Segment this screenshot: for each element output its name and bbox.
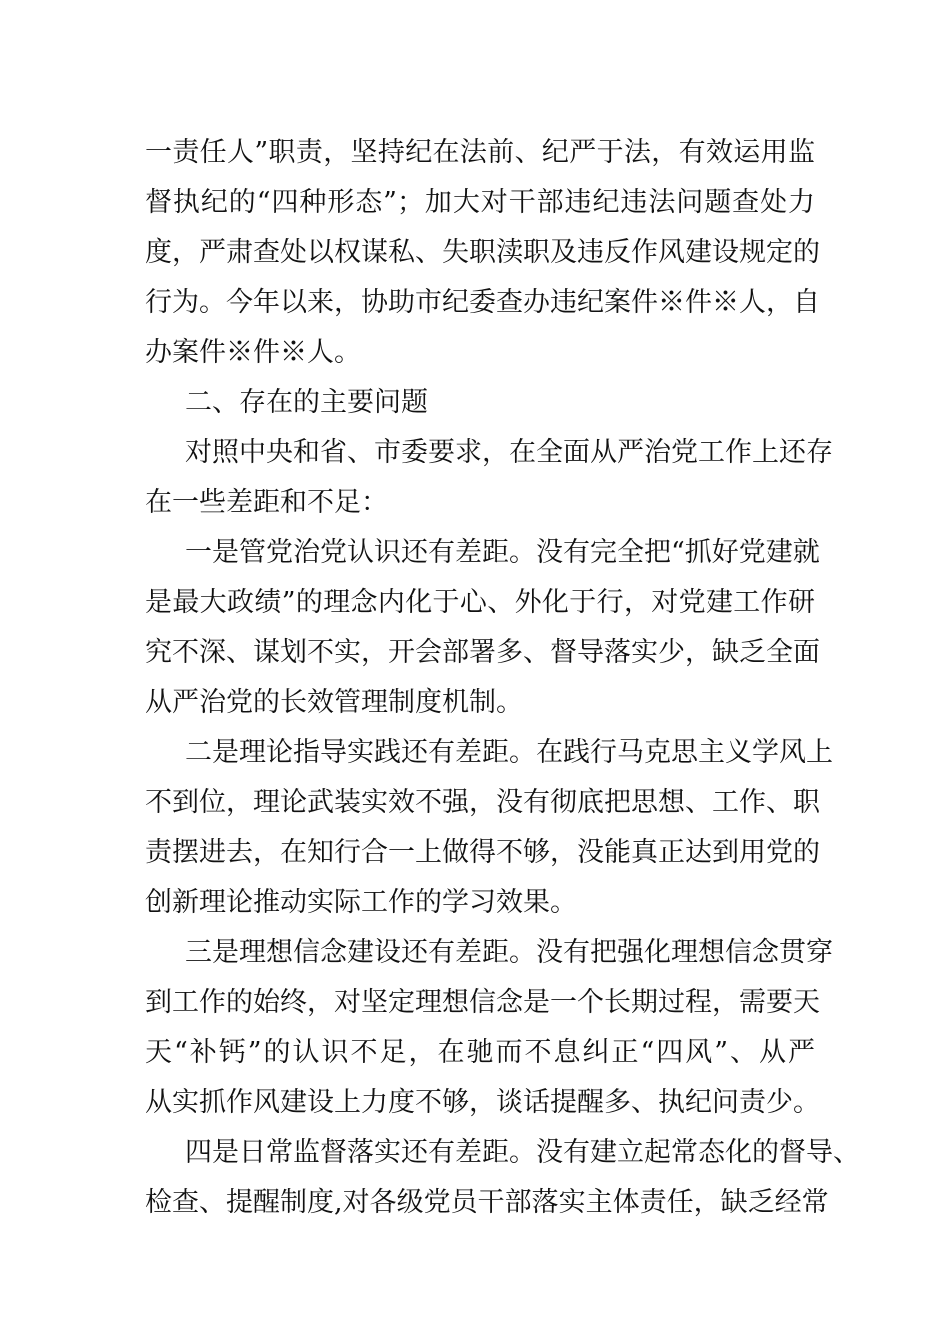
text-line: 对照中央和省、市委要求，在全面从严治党工作上还存 [185,437,833,468]
text-line: 检查、提醒制度,对各级党员干部落实主体责任，缺乏经常 [145,1187,829,1218]
text-line: 天“补钙”的认识不足，在驰而不息纠正“四风”、从严 [145,1037,815,1068]
text-line: 责摆进去，在知行合一上做得不够，没能真正达到用党的 [145,837,820,868]
text-line: 不到位，理论武装实效不强，没有彻底把思想、工作、职 [145,787,820,818]
text-line: 到工作的始终，对坚定理想信念是一个长期过程，需要天 [145,987,820,1018]
section-heading: 二、存在的主要问题 [185,387,428,418]
text-line: 一责任人”职责，坚持纪在法前、纪严于法，有效运用监 [145,137,815,168]
text-line: 一是管党治党认识还有差距。没有完全把“抓好党建就 [185,537,820,568]
text-line: 三是理想信念建设还有差距。没有把强化理想信念贯穿 [185,937,833,968]
text-line: 究不深、谋划不实，开会部署多、督导落实少，缺乏全面 [145,637,820,668]
text-line: 二是理论指导实践还有差距。在践行马克思主义学风上 [185,737,833,768]
text-line: 创新理论推动实际工作的学习效果。 [145,887,577,918]
text-line: 度，严肃查处以权谋私、失职渎职及违反作风建设规定的 [145,237,820,268]
document-body [145,128,860,1228]
text-line: 行为。今年以来，协助市纪委查办违纪案件※件※人，自 [145,287,820,318]
text-line: 从严治党的长效管理制度机制。 [145,687,523,718]
text-line: 办案件※件※人。 [145,337,361,368]
text-line: 从实抓作风建设上力度不够，谈话提醒多、执纪问责少。 [145,1087,820,1118]
text-line: 是最大政绩”的理念内化于心、外化于行，对党建工作研 [145,587,815,618]
text-line: 四是日常监督落实还有差距。没有建立起常态化的督导、 [185,1137,860,1168]
text-line: 在一些差距和不足： [145,487,388,518]
text-line: 督执纪的“四种形态”；加大对干部违纪违法问题查处力 [145,187,815,218]
